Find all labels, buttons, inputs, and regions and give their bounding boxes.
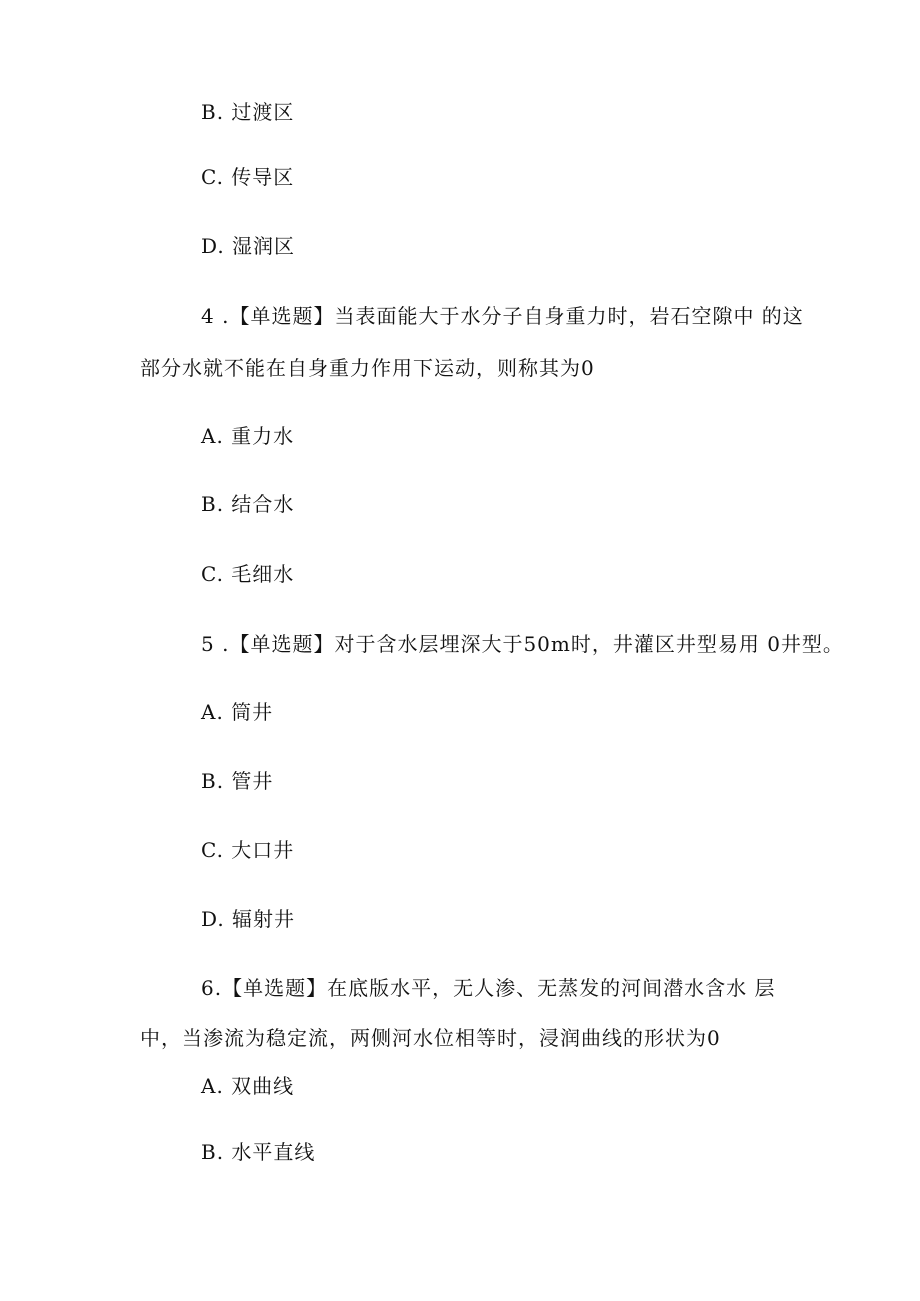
option-line: D. 湿润区 xyxy=(201,234,296,258)
option-line: A. 筒井 xyxy=(201,700,274,724)
option-line: B. 水平直线 xyxy=(201,1140,316,1164)
question-line: 4 .【单选题】当表面能大于水分子自身重力时，岩石空隙中 的这 xyxy=(201,304,804,328)
option-line: D. 辐射井 xyxy=(201,907,296,931)
question-line: 部分水就不能在自身重力作用下运动，则称其为0 xyxy=(140,356,595,380)
option-line: B. 过渡区 xyxy=(201,100,295,124)
question-line: 5 .【单选题】对于含水层埋深大于50m时，井灌区井型易用 0井型。 xyxy=(201,632,844,656)
question-line: 中，当渗流为稳定流，两侧河水位相等时，浸润曲线的形状为0 xyxy=(140,1026,721,1050)
option-line: C. 传导区 xyxy=(201,165,295,189)
option-line: B. 管井 xyxy=(201,769,274,793)
option-line: A. 重力水 xyxy=(201,424,295,448)
option-line: C. 毛细水 xyxy=(201,562,295,586)
option-line: C. 大口井 xyxy=(201,838,295,862)
option-line: A. 双曲线 xyxy=(201,1074,295,1098)
question-line: 6.【单选题】在底版水平，无人渗、无蒸发的河间潜水含水 层 xyxy=(201,976,776,1000)
option-line: B. 结合水 xyxy=(201,492,295,516)
